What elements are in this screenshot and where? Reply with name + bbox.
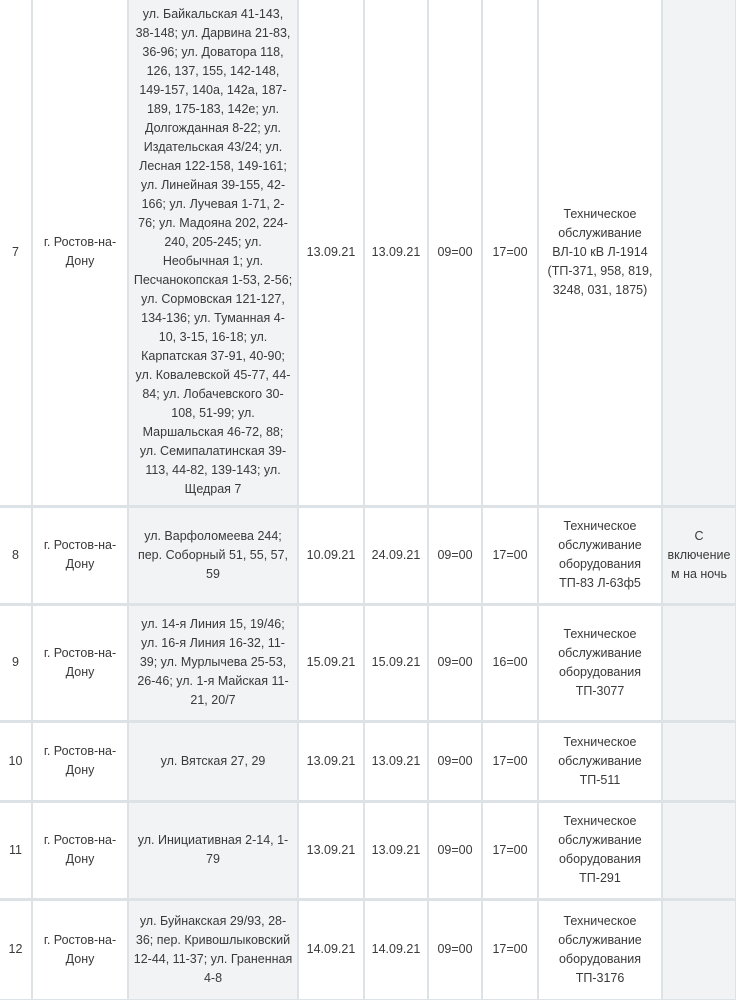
table-row (0, 506, 736, 604)
time-end-cell: 17=00 (482, 506, 538, 604)
table-row (0, 604, 736, 721)
date-end-cell: 13.09.21 (364, 801, 428, 899)
work-description-cell: Техническое обслуживание оборудования ТП-291 (538, 801, 662, 899)
time-start-cell: 09=00 (428, 721, 482, 801)
row-number: 11 (0, 801, 32, 899)
time-end-cell: 17=00 (482, 899, 538, 1000)
address-cell: ул. Варфоломеева 244; пер. Соборный 51, 55, 57, 59 (128, 506, 298, 604)
date-end-cell: 13.09.21 (364, 721, 428, 801)
note-cell (662, 801, 736, 899)
date-start-cell: 15.09.21 (298, 604, 364, 721)
work-description-cell: Техническое обслуживание оборудования ТП-3077 (538, 604, 662, 721)
date-start-cell: 13.09.21 (298, 721, 364, 801)
date-end-cell: 24.09.21 (364, 506, 428, 604)
time-start-cell: 09=00 (428, 899, 482, 1000)
table-row (0, 721, 736, 801)
note-cell (662, 604, 736, 721)
work-description-cell: Техническое обслуживание оборудования ТП-83 Л-63ф5 (538, 506, 662, 604)
table-row (0, 801, 736, 899)
date-start-cell: 14.09.21 (298, 899, 364, 1000)
city-cell: г. Ростов-на-Дону (32, 721, 128, 801)
time-end-cell: 17=00 (482, 721, 538, 801)
time-end-cell: 17=00 (482, 801, 538, 899)
date-end-cell: 15.09.21 (364, 604, 428, 721)
address-cell: ул. Байкальская 41-143, 38-148; ул. Дарвина 21-83, 36-96; ул. Доватора 118, 126, 137, 155, 142-148, 149-157, 140а, 142а, 187-189, 175-183, 142е; ул. Долгожданная 8-22; ул. Издательская 43/24; ул. Лесная 122-158, 149-161; ул. Линейная 39-155, 42-166; ул. Лучевая 1-71, 2-76; ул. Мадояна 202, 224-240, 205-245; ул. Необычная 1; ул. Песчанокопская 1-53, 2-56; ул. Сормовская 121-127, 134-136; ул. Туманная 4-10, 3-15, 16-18; ул. Карпатская 37-91, 40-90; ул. Ковалевской 45-77, 44-84; ул. Лобачевского 30-108, 51-99; ул. Маршальская 46-72, 88; ул. Семипалатинская 39-113, 44-82, 139-143; ул. Щедрая 7 (128, 0, 298, 506)
address-cell: ул. Буйнакская 29/93, 28-36; пер. Кривошлыковский 12-44, 11-37; ул. Граненная 4-8 (128, 899, 298, 1000)
date-end-cell: 13.09.21 (364, 0, 428, 506)
time-start-cell: 09=00 (428, 506, 482, 604)
row-number: 12 (0, 899, 32, 1000)
time-start-cell: 09=00 (428, 604, 482, 721)
city-cell: г. Ростов-на-Дону (32, 0, 128, 506)
address-cell: ул. Вятская 27, 29 (128, 721, 298, 801)
table-row (0, 899, 736, 1000)
note-cell (662, 0, 736, 506)
date-start-cell: 13.09.21 (298, 801, 364, 899)
city-cell: г. Ростов-на-Дону (32, 604, 128, 721)
date-end-cell: 14.09.21 (364, 899, 428, 1000)
row-number: 8 (0, 506, 32, 604)
city-cell: г. Ростов-на-Дону (32, 506, 128, 604)
note-cell: С включением на ночь (662, 506, 736, 604)
time-end-cell: 16=00 (482, 604, 538, 721)
row-number: 7 (0, 0, 32, 506)
work-description-cell: Техническое обслуживание ТП-511 (538, 721, 662, 801)
note-cell (662, 721, 736, 801)
city-cell: г. Ростов-на-Дону (32, 899, 128, 1000)
address-cell: ул. Инициативная 2-14, 1-79 (128, 801, 298, 899)
time-start-cell: 09=00 (428, 801, 482, 899)
address-cell: ул. 14-я Линия 15, 19/46; ул. 16-я Линия 16-32, 11-39; ул. Мурлычева 25-53, 26-46; ул. 1-я Майская 11-21, 20/7 (128, 604, 298, 721)
time-end-cell: 17=00 (482, 0, 538, 506)
note-cell (662, 899, 736, 1000)
city-cell: г. Ростов-на-Дону (32, 801, 128, 899)
time-start-cell: 09=00 (428, 0, 482, 506)
work-description-cell: Техническое обслуживание ВЛ-10 кВ Л-1914 (ТП-371, 958, 819, 3248, 031, 1875) (538, 0, 662, 506)
date-start-cell: 10.09.21 (298, 506, 364, 604)
row-number: 10 (0, 721, 32, 801)
work-description-cell: Техническое обслуживание оборудования ТП-3176 (538, 899, 662, 1000)
date-start-cell: 13.09.21 (298, 0, 364, 506)
row-number: 9 (0, 604, 32, 721)
